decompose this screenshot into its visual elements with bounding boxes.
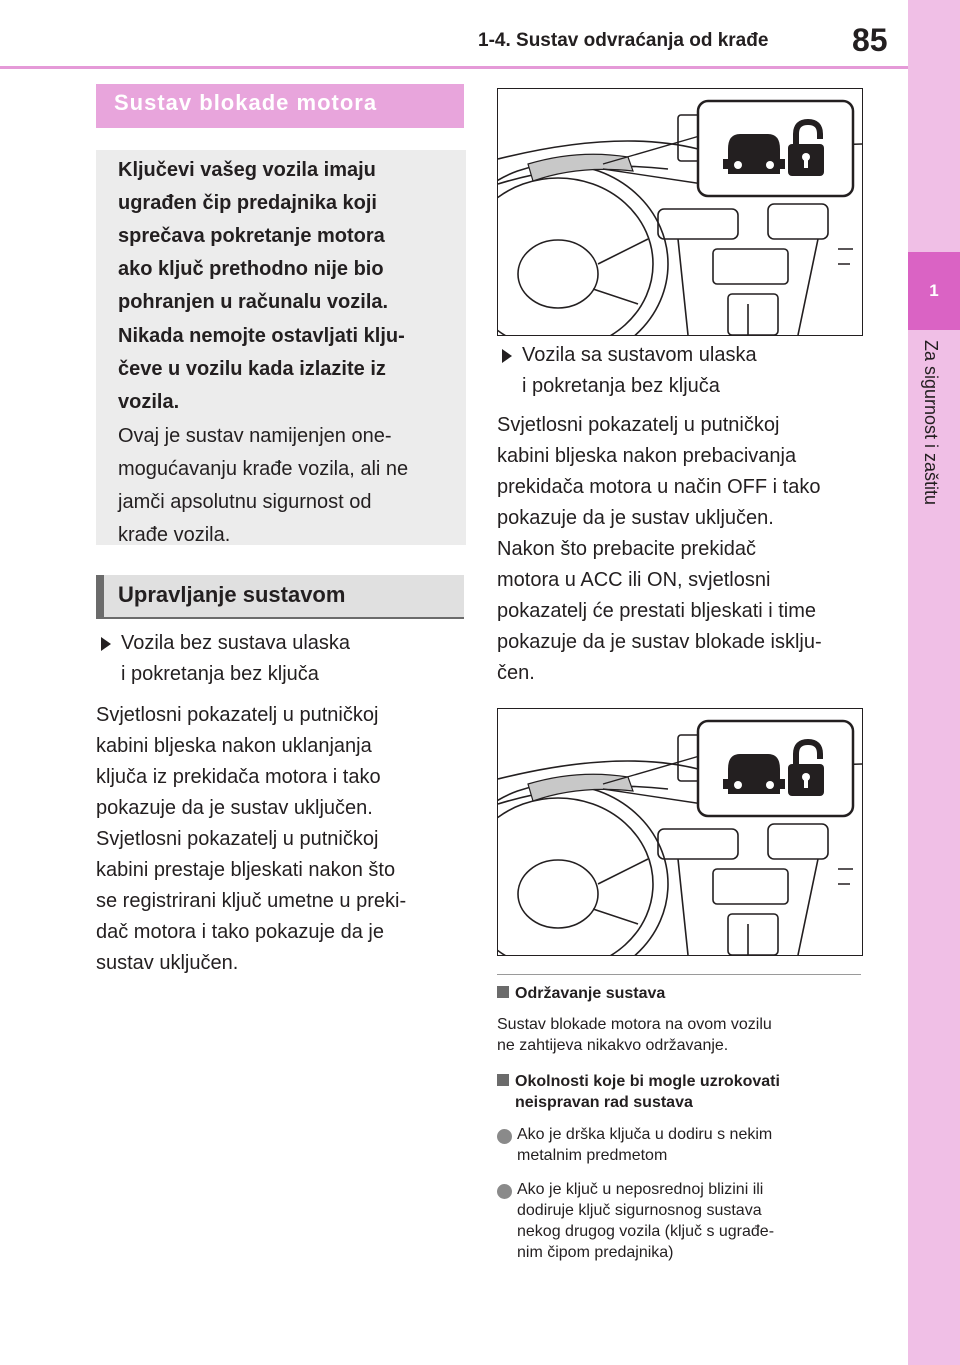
note-line: Ako je drška ključa u dodiru s nekim [517,1126,773,1143]
section-header-title: 1-4. Sustav odvraćanja od krađe [478,30,769,51]
chapter-side-strip [908,0,960,1365]
body-line: ključa iz prekidača motora i tako [96,766,381,788]
note-line: ne zahtijeva nikakvo održavanje. [497,1037,729,1054]
intro-line: pohranjen u računalu vozila. [118,291,389,313]
bullet-heading-smart-key [522,340,757,402]
triangle-bullet-icon [101,637,111,651]
chapter-label: Za sigurnost i zaštitu [921,340,941,506]
dashboard-illustration-top [497,88,863,336]
right-body-text [497,410,822,689]
bullet-line: i pokretanja bez ključa [522,375,720,397]
warning-line: čeve u vozilu kada izlazite iz [118,358,386,380]
intro-line: Ključevi vašeg vozila imaju [118,159,376,181]
maintenance-text [497,1014,772,1056]
section-heading-engine-immobiliser [96,84,464,128]
bullet-line: Vozila sa sustavom ulaska [522,344,757,366]
note-line: Ako je ključ u neposrednoj blizini ili [517,1181,764,1198]
intro-line: sprečava pokretanje motora [118,225,385,247]
note-heading-text: Okolnosti koje bi mogle uzrokovati [515,1073,780,1090]
bullet-heading-no-smart-key [121,628,350,690]
bullet-line: Vozila bez sustava ulaska [121,632,351,654]
dashboard-drawing [498,89,862,335]
body-line: Svjetlosni pokazatelj u putničkoj [96,704,379,726]
dashboard-illustration-bottom [497,708,863,956]
triangle-bullet-icon [502,349,512,363]
note-heading-maintenance [497,983,665,1004]
warning-line: vozila. [118,391,180,413]
intro-line: ako ključ prethodno nije bio [118,258,384,280]
body-line: čen. [497,662,535,684]
bullet-line: i pokretanja bez ključa [121,663,319,685]
body-line: pokazuje da je sustav uključen. [96,797,373,819]
dashboard-drawing [498,709,862,955]
malfunction-bullet-1 [517,1124,867,1166]
body-line: kabini prestaje bljeskati nakon što [96,859,396,881]
malfunction-bullet-2 [517,1179,867,1263]
note-line: krađe vozila. [118,524,231,546]
page-number: 85 [852,22,888,58]
body-line: prekidača motora u način OFF i tako [497,476,821,498]
intro-box [96,150,466,545]
note-line: mogućavanju krađe vozila, ali ne [118,458,409,480]
note-line: metalnim predmetom [517,1147,668,1164]
body-line: sustav uključen. [96,952,239,974]
note-line: nim čipom predajnika) [517,1244,674,1261]
body-line: dač motora i tako pokazuje da je [96,921,384,943]
body-line: Svjetlosni pokazatelj u putničkoj [497,414,780,436]
body-line: Svjetlosni pokazatelj u putničkoj [96,828,379,850]
body-line: motora u ACC ili ON, svjetlosni [497,569,771,591]
note-line: jamči apsolutnu sigurnost od [118,491,372,513]
left-body-text [96,700,406,979]
note-heading-text: neispravan rad sustava [515,1094,693,1111]
note-line: nekog drugog vozila (ključ s ugrađe- [517,1223,775,1240]
square-bullet-icon [497,986,509,998]
section-heading-system-operation [96,575,464,619]
note-line: Sustav blokade motora na ovom vozilu [497,1016,772,1033]
square-bullet-icon [497,1074,509,1086]
section-heading-text: Sustav blokade motora [114,90,378,115]
warning-line: Nikada nemojte ostavljati klju- [118,325,405,347]
note-heading-text: Održavanje sustava [515,985,666,1002]
intro-line: ugrađen čip predajnika koji [118,192,377,214]
body-line: Nakon što prebacite prekidač [497,538,757,560]
circle-bullet-icon [497,1129,512,1144]
body-line: se registrirani ključ umetne u preki- [96,890,407,912]
note-line: dodiruje ključ sigurnosnog sustava [517,1202,762,1219]
header-divider [0,66,908,69]
body-line: pokazuje da je sustav blokade isklju- [497,631,822,653]
body-line: pokazatelj će prestati bljeskati i time [497,600,817,622]
note-heading-malfunction [497,1071,780,1113]
note-line: Ovaj je sustav namijenjen one- [118,425,392,447]
section-heading-text: Upravljanje sustavom [118,582,346,607]
body-line: pokazuje da je sustav uključen. [497,507,774,529]
chapter-number-tab: 1 [908,252,960,330]
notes-divider [497,974,861,975]
body-line: kabini bljeska nakon uklanjanja [96,735,372,757]
body-line: kabini bljeska nakon prebacivanja [497,445,797,467]
circle-bullet-icon [497,1184,512,1199]
